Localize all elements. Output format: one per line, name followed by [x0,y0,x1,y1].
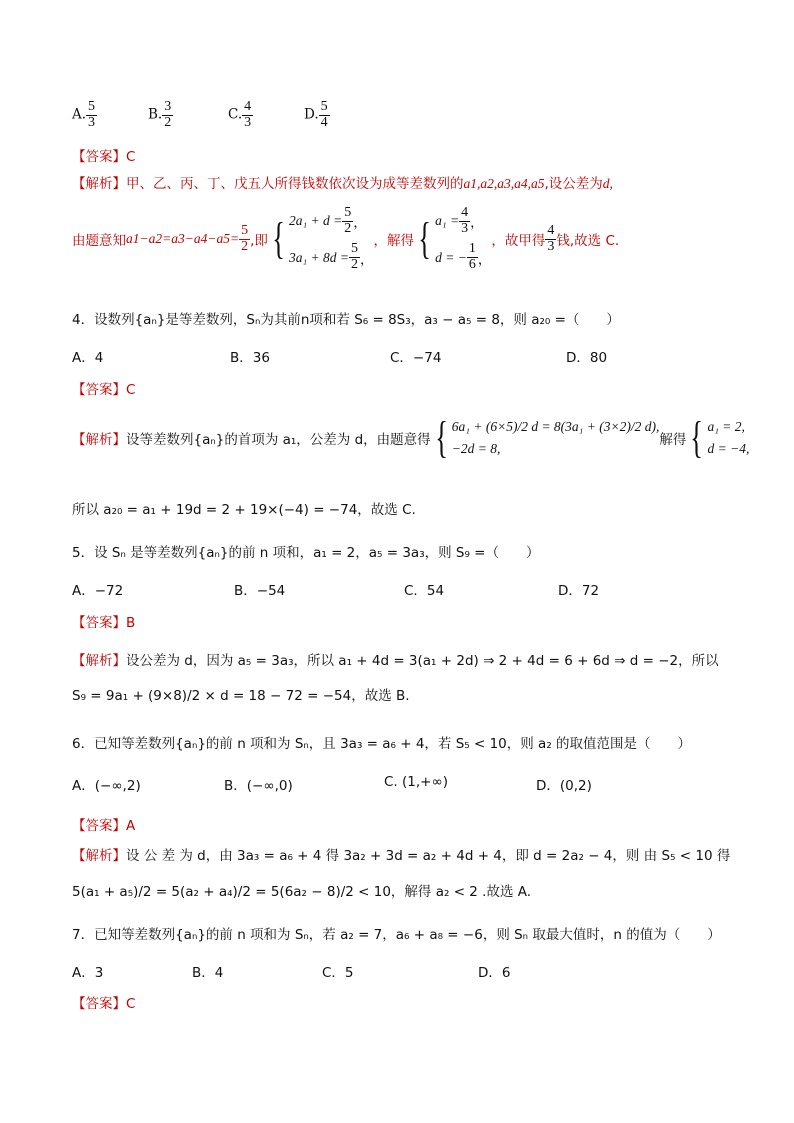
analysis-text: ,即 [250,233,268,250]
q5-option-b: B．−54 [234,583,286,599]
q3-option-b-fraction [162,100,173,130]
q3-option-a-fraction [86,100,97,130]
fraction [467,242,478,272]
q5-stem: 5．设 Sₙ 是等差数列{aₙ}的前 n 项和，a₁ = 2，a₅ = 3a₃，则 S₉ =（ ） [72,545,540,561]
analysis-text: 由题意知 [72,233,126,250]
solution-row: a₁ = $\frac{4}{3}$ ， [435,205,484,236]
answer-tag: 【答案】 [72,818,126,834]
analysis-text: ，故甲得 [491,233,546,250]
analysis-vars: a1,a2,a3,a4,a5 [463,176,545,191]
left-brace: { [690,413,704,462]
q7-answer [72,992,135,1012]
q3-analysis-line2 [72,206,619,273]
numerator: 3 [164,99,172,114]
numerator: 4 [461,205,469,220]
q4-analysis [72,413,750,462]
equation: 6a₁ + (6×5)/2 d = 8(3a₁ + (3×2)/2 d), [451,419,660,434]
equation: 3a₁ + 8d = [288,249,350,265]
q5-analysis-line1 [72,649,719,669]
q4-stem: 4．设数列{aₙ}是等差数列，Sₙ为其前n项和若 S₆ = 8S₃，a₃ − a₅ = 8，则 a₂₀ =（ ） [72,312,620,328]
fraction [239,224,250,254]
q5-option-a: A．−72 [72,583,124,599]
solution-row: d = − $\frac{1}{6}$ ， [435,241,492,273]
equation: 2a₁ + d = [288,213,343,229]
answer-value: C [126,996,136,1012]
answer-tag: 【答案】 [72,149,126,165]
q3-option-letter: D. [304,106,319,123]
denominator: 2 [344,220,352,236]
analysis-tag: 【解析】 [72,653,126,669]
answer-value: B [126,615,136,631]
numerator: 4 [547,223,555,239]
q6-option-d: D．(0,2) [536,778,592,794]
q6-answer [72,814,135,834]
q4-answer [72,378,135,398]
analysis-text: 钱,故选 C. [556,233,620,250]
fraction [545,224,556,254]
denominator: 3 [461,220,469,236]
q3-option-a [72,100,97,130]
denominator: 3 [547,238,555,254]
q4-conclusion: 所以 a₂₀ = a₁ + 19d = 2 + 19×(−4) = −74，故选 C. [72,502,416,518]
q3-option-b [148,100,173,130]
answer-value: C [126,149,136,165]
equation: d = − [435,249,467,265]
q5-option-d: D．72 [558,583,600,599]
q3-option-d-fraction [319,100,330,130]
denominator: 3 [244,114,252,130]
q3-option-letter: C. [228,106,243,123]
q3-option-c-fraction [242,100,253,130]
analysis-text: ,设公差为 [544,176,603,192]
q6-option-b: B．(−∞,0) [224,778,293,794]
answer-tag: 【答案】 [72,615,126,631]
q3-analysis-line1 [72,172,613,192]
q6-stem: 6．已知等差数列{aₙ}的前 n 项和为 Sₙ，且 3a₃ = a₆ + 4，若 S₅ < 10，则 a₂ 的取值范围是（ ） [72,736,692,752]
analysis-tag: 【解析】 [72,848,126,864]
numerator: 5 [351,241,359,257]
analysis-text: 设 公 差 为 d，由 3a₃ = a₆ + 4 得 3a₂ + 3d = a₂ + 4d + 4，即 d = 2a₂ − 4，则 由 S₅ < 10 得 [126,848,731,864]
equation: a₁ = 2, [707,419,745,434]
left-brace: { [434,413,448,462]
denominator: 2 [241,238,249,254]
q5-analysis-line2: S₉ = 9a₁ + (9×8)/2 × d = 18 − 72 = −54，故选 B. [72,688,410,704]
solution-system [435,206,491,273]
q6-analysis-line1 [72,844,730,864]
fraction [342,206,353,236]
answer-tag: 【答案】 [72,382,126,398]
equation-system [289,206,374,273]
analysis-tag: 【解析】 [72,176,126,192]
denominator: 2 [164,114,172,130]
q5-option-c: C．54 [404,583,445,599]
q3-option-c [228,100,253,130]
equation: a₁ = [435,213,460,229]
left-brace: { [418,214,431,264]
equation-row: 2a₁ + d = $\frac{5}{2}$ ， [288,205,367,236]
q3-option-d [304,100,330,130]
answer-tag: 【答案】 [72,996,126,1012]
q7-option-d: D．6 [478,965,511,981]
q4-option-d: D．80 [566,350,608,366]
q7-option-b: B．4 [192,965,224,981]
q7-stem: 7．已知等差数列{aₙ}的前 n 项和为 Sₙ，若 a₂ = 7，a₆ + a₈ = −6，则 Sₙ 取最大值时，n 的值为（ ） [72,927,721,943]
analysis-text: 解得 [659,432,687,448]
answer-value: C [126,382,136,398]
equation-system [452,419,660,457]
left-brace: { [272,214,285,264]
numerator: 5 [344,205,352,220]
q4-option-c: C．−74 [390,350,442,366]
q4-option-b: B．36 [230,350,270,366]
analysis-text: 设等差数列{aₙ}的首项为 a₁，公差为 d，由题意得 [126,432,431,448]
q6-analysis-line2: 5(a₁ + a₅)/2 = 5(a₂ + a₄)/2 = 5(6a₂ − 8)/2 < 10，解得 a₂ < 2 .故选 A. [72,884,532,900]
equation: −2d = 8, [451,441,501,456]
q5-answer [72,611,135,631]
q4-option-a: A．4 [72,350,104,366]
q3-answer [72,145,135,165]
numerator: 5 [320,99,328,114]
analysis-tag: 【解析】 [72,432,126,448]
equation: d = −4, [707,441,750,456]
answer-value: A [126,818,136,834]
numerator: 4 [244,99,252,114]
equation: a1−a2=a3−a4−a5= [126,231,240,247]
q7-option-c: C．5 [322,965,354,981]
numerator: 5 [88,99,96,114]
q3-option-letter: B. [148,106,163,123]
numerator: 5 [241,223,249,239]
q7-option-a: A．3 [72,965,104,981]
fraction [349,242,360,272]
analysis-text: 甲、乙、丙、丁、戊五人所得钱数依次设为成等差数列的 [126,176,464,192]
q6-option-a: A．(−∞,2) [72,778,141,794]
q6-option-c: C. (1,+∞) [384,774,448,790]
solution-system [707,419,749,457]
analysis-var-d: d, [602,176,613,191]
denominator: 4 [320,114,328,130]
denominator: 2 [351,257,359,273]
analysis-text: 设公差为 d，因为 a₅ = 3a₃，所以 a₁ + 4d = 3(a₁ + 2d) ⇒ 2 + 4d = 6 + 6d ⇒ d = −2，所以 [126,653,719,669]
numerator: 1 [468,241,476,257]
equation-row: 3a₁ + 8d = $\frac{5}{2}$ ， [288,241,374,273]
denominator: 3 [88,114,96,130]
q3-option-letter: A. [72,106,87,123]
fraction [459,206,470,236]
analysis-text: ，解得 [373,233,415,250]
denominator: 6 [468,257,476,273]
